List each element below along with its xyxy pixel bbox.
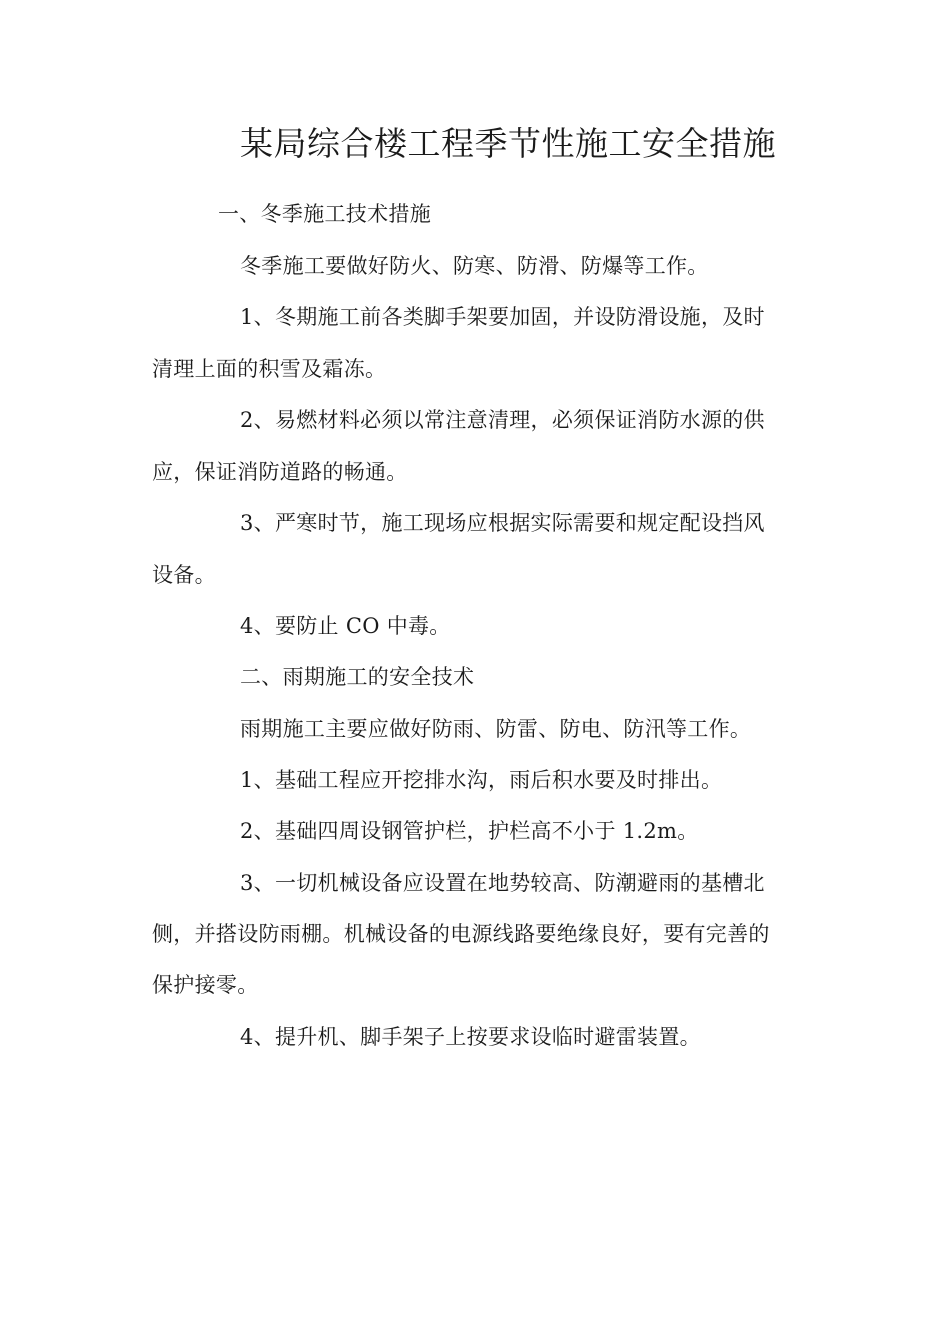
section-1-item-1-line-1: 1、冬期施工前各类脚手架要加固，并设防滑设施，及时 — [240, 305, 765, 329]
section-2-intro: 雨期施工主要应做好防雨、防雷、防电、防汛等工作。 — [240, 717, 752, 741]
section-1-heading: 一、冬季施工技术措施 — [218, 202, 431, 226]
section-1-item-2-line-2: 应，保证消防道路的畅通。 — [152, 460, 408, 484]
section-1-item-2-line-1: 2、易燃材料必须以常注意清理，必须保证消防水源的供 — [240, 408, 765, 432]
section-2-item-3-line-2: 侧，并搭设防雨棚。机械设备的电源线路要绝缘良好，要有完善的 — [152, 922, 770, 946]
section-1-item-1-line-2: 清理上面的积雪及霜冻。 — [152, 357, 387, 381]
section-2-item-3-line-3: 保护接零。 — [152, 973, 259, 997]
section-2-item-1: 1、基础工程应开挖排水沟，雨后积水要及时排出。 — [240, 768, 723, 792]
section-2-item-2: 2、基础四周设钢管护栏，护栏高不小于 1.2m。 — [240, 819, 699, 843]
document-title: 某局综合楼工程季节性施工安全措施 — [240, 124, 776, 163]
section-2-heading: 二、雨期施工的安全技术 — [240, 665, 475, 689]
section-1-item-4: 4、要防止 CO 中毒。 — [240, 614, 451, 638]
section-2-item-4: 4、提升机、脚手架子上按要求设临时避雷装置。 — [240, 1025, 701, 1049]
section-1-item-3-line-2: 设备。 — [152, 563, 216, 587]
section-1-intro: 冬季施工要做好防火、防寒、防滑、防爆等工作。 — [240, 254, 709, 278]
section-1-item-3-line-1: 3、严寒时节，施工现场应根据实际需要和规定配设挡风 — [240, 511, 765, 535]
section-2-item-3-line-1: 3、一切机械设备应设置在地势较高、防潮避雨的基槽北 — [240, 871, 765, 895]
